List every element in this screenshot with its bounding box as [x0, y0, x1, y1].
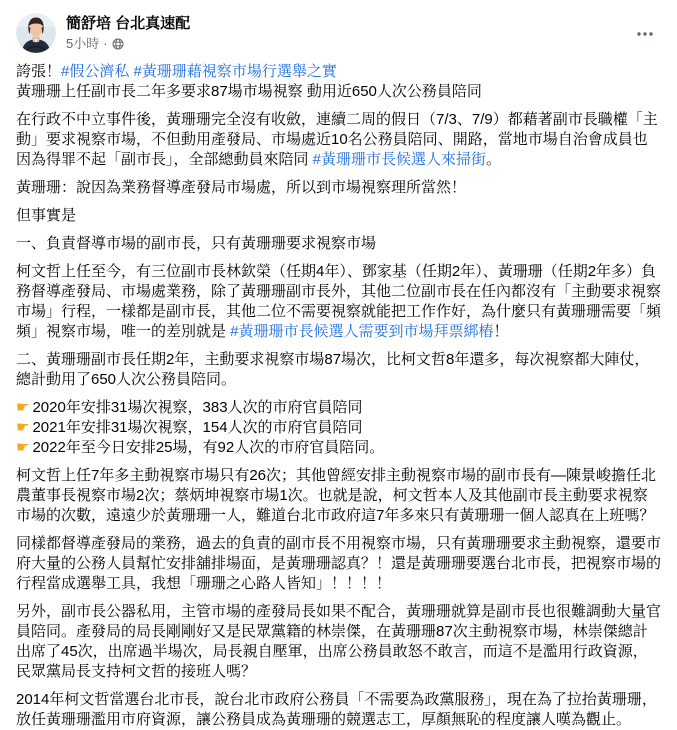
- text-run: 黃珊珊：說因為業務督導產發局市場處，所以到市場視察理所當然！: [16, 179, 467, 196]
- avatar-image: [16, 13, 56, 53]
- post-body: [0, 53, 677, 730]
- post-paragraph: [16, 262, 661, 342]
- author-name[interactable]: 簡舒培 台北真速配: [66, 15, 191, 32]
- post-paragraph: [16, 62, 661, 82]
- post-header: [0, 0, 677, 53]
- text-run: 一、負責督導市場的副市長，只有黃珊珊要求視察市場: [16, 235, 377, 252]
- meta-separator: ·: [103, 36, 108, 51]
- text-run: 2014年柯文哲當選台北市長，說台北市政府公務員「不需要為政黨服務」，現在為了拉抬黃珊珊，放任黃珊珊濫用市府資源，讓公務員成為黃珊珊的競選志工，厚顏無恥的程度讓人嘆為觀止。: [16, 691, 657, 728]
- pointing-right-emoji: ☛: [16, 419, 30, 436]
- text-run: 同樣都督導產發局的業務，過去的負責的副市長不用視察市場，只有黃珊珊要求主動視察，還要市府大量的公務人員幫忙安排舖排場面，是黃珊珊認真？！還是黃珊珊要選台北市長，把視察市場的行程當成選舉工具，我想「珊珊之心路人皆知」！！！！: [16, 535, 662, 592]
- hashtag-link[interactable]: #黃珊珊藉視察市場行選舉之實: [133, 63, 337, 80]
- text-run: 柯文哲上任至今，有三位副市長林欽榮（任期4年）、鄧家基（任期2年）、黃珊珊（任期2年多）負務督導產發局、市場處業務，除了黃珊珊副市長外，其他二位副市長在任內都沒有「主動要求視察市場」行程，一樣都是副市長，其他二位不需要視察就能把工作作好，為什麼只有黃珊珊需要「頻頻」視察市場，唯一的差別就是: [16, 263, 662, 340]
- text-run: 。: [486, 151, 502, 168]
- text-run: 2021年安排31場次視察，154人次的市府官員陪同: [32, 419, 363, 436]
- post-meta: [66, 35, 190, 52]
- globe-icon: [112, 38, 124, 50]
- hashtag-link[interactable]: #黃珊珊市長候選人來掃街: [312, 151, 487, 168]
- timestamp[interactable]: 5小時: [66, 36, 100, 51]
- post-paragraph: [16, 82, 661, 102]
- avatar[interactable]: [16, 13, 56, 53]
- more-options-button[interactable]: [629, 18, 661, 50]
- pointing-right-emoji: ☛: [16, 399, 30, 416]
- post-paragraph: [16, 206, 661, 226]
- text-run: 但事實是: [16, 207, 77, 224]
- text-run: 誇張！: [16, 63, 62, 80]
- text-run: 黃珊珊上任副市長二年多要求87場市場視察 動用近650人次公務員陪同: [16, 83, 482, 100]
- hashtag-link[interactable]: #假公濟私: [61, 63, 130, 80]
- pointing-right-emoji: ☛: [16, 439, 30, 456]
- post-paragraph: [16, 178, 661, 198]
- text-run: ！: [493, 323, 509, 340]
- header-text: [66, 13, 190, 52]
- text-run: 柯文哲上任7年多主動視察市場只有26次；其他曾經安排主動視察市場的副市長有—陳景峻擔任北農董事長視察市場2次；蔡炳坤視察市場1次。也就是說，柯文哲本人及其他副市長主動要求視察市場的次數，遠遠少於黃珊珊一人，難道台北市政府這7年多來只有黃珊珊一個人認真在上班嗎？: [16, 467, 657, 524]
- post-paragraph: [16, 350, 661, 390]
- post-paragraph: [16, 534, 661, 594]
- text-run: 在行政不中立事件後，黃珊珊完全沒有收斂，連續二周的假日（7/3、7/9）都藉著副市長職權「主動」要求視察市場，不但動用產發局、市場處近10名公務員陪同、開路，當地市場自治會成員也因為得罪不起「副市長」，全部總動員來陪同: [16, 111, 658, 168]
- hashtag-link[interactable]: #黃珊珊市長候選人需要到市場拜票綁樁: [230, 323, 494, 340]
- post-paragraph: [16, 110, 661, 170]
- post-paragraph: [16, 690, 661, 730]
- three-dots-icon: [635, 24, 655, 44]
- text-run: 二、黃珊珊副市長任期2年，主動要求視察市場87場次，比柯文哲8年還多，每次視察都大陣仗，總計動用了650人次公務員陪同。: [16, 351, 650, 388]
- text-run: 2020年安排31場次視察，383人次的市府官員陪同: [32, 399, 363, 416]
- post-paragraph: [16, 398, 661, 418]
- text-run: 另外，副市長公器私用，主管市場的產發局長如果不配合，黃珊珊就算是副市長也很難調動大量官員陪同。產發局的局長剛剛好又是民眾黨籍的林崇傑，在黃珊珊87次主動視察市場，林崇傑總計出席了45次，出席過半場次，局長親自壓軍，出席公務員敢怒不敢言，而這不是濫用行政資源，民眾黨局長支持柯文哲的接班人嗎？: [16, 603, 662, 680]
- text-run: 2022年至今日安排25場，有92人次的市府官員陪同。: [32, 439, 385, 456]
- post-paragraph: [16, 418, 661, 438]
- post-paragraph: [16, 602, 661, 682]
- post-paragraph: [16, 234, 661, 254]
- post-paragraph: [16, 466, 661, 526]
- post-paragraph: [16, 438, 661, 458]
